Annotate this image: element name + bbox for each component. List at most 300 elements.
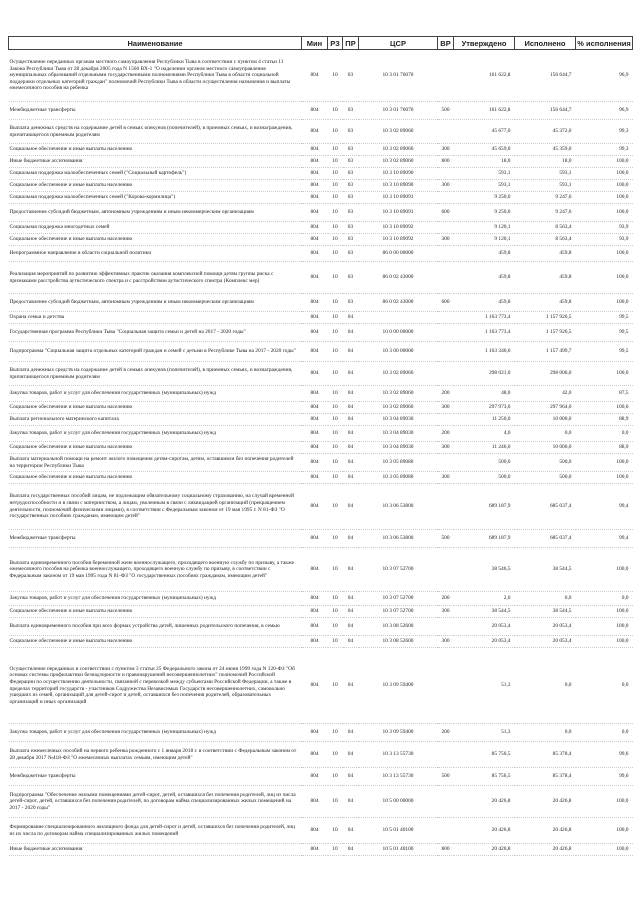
row-percent: 100,0 — [576, 606, 633, 618]
table-row — [9, 120, 633, 144]
row-executed: 20 426,8 — [515, 818, 576, 844]
table-row — [9, 204, 633, 222]
row-csr: 10 3 09 59400 — [359, 648, 438, 724]
row-pr: 03 — [343, 156, 359, 168]
row-csr: 10 0 00 00000 — [359, 324, 438, 342]
row-approved: 51,3 — [454, 724, 515, 742]
row-name: Социальное обеспечение и иные выплаты населению — [9, 442, 302, 454]
row-name: Межбюджетные трансферты — [9, 530, 302, 548]
row-percent: 96,9 — [576, 102, 633, 120]
row-vr — [438, 324, 454, 342]
table-row — [9, 294, 633, 312]
row-approved: 11 246,0 — [454, 442, 515, 454]
row-min: 804 — [302, 844, 328, 856]
table-header — [9, 37, 633, 50]
table-row — [9, 222, 633, 234]
row-executed: 38 544,5 — [515, 606, 576, 618]
row-rz: 10 — [328, 222, 343, 234]
row-approved: 2,0 — [454, 592, 515, 606]
row-pr: 04 — [343, 454, 359, 472]
row-executed: 685 037,4 — [515, 530, 576, 548]
table-row — [9, 592, 633, 606]
row-approved: 38 544,5 — [454, 606, 515, 618]
row-pr: 03 — [343, 262, 359, 294]
row-min: 804 — [302, 386, 328, 402]
row-rz: 10 — [328, 618, 343, 636]
row-name: Социальное обеспечение и иные выплаты населению — [9, 606, 302, 618]
row-percent: 100,0 — [576, 204, 633, 222]
row-name: Подпрограмма "Социальная защита отдельных категорий граждан и семей с детьми в Республике Тыва на 2017 - 2020 годы" — [9, 342, 302, 362]
row-pr: 03 — [343, 246, 359, 262]
row-executed: 500,0 — [515, 472, 576, 484]
table-row — [9, 636, 633, 648]
row-rz: 10 — [328, 120, 343, 144]
row-pr: 04 — [343, 844, 359, 856]
row-percent: 100,0 — [576, 844, 633, 856]
row-name: Выплата регионального материнского капитала — [9, 414, 302, 426]
row-percent: 100,0 — [576, 786, 633, 818]
row-name: Выплата единовременного пособия беременной жене военнослужащего, проходящего военную службу по призыву, а также ежемесячного пособия на ребенка военнослужащего, проходящего военную службу по призыву, в соответствии с Федеральным законом от 19 мая 1995 года N 81-ФЗ "О государственных пособиях гражданам, имеющим детей" — [9, 548, 302, 592]
row-approved: 298 021,0 — [454, 362, 515, 386]
table-row — [9, 386, 633, 402]
row-rz: 10 — [328, 592, 343, 606]
header-name: Наименование — [9, 37, 302, 50]
row-csr: 10 3 05 89080 — [359, 454, 438, 472]
row-min: 804 — [302, 222, 328, 234]
row-vr: 300 — [438, 636, 454, 648]
table-row — [9, 234, 633, 246]
row-rz: 10 — [328, 144, 343, 156]
row-vr — [438, 742, 454, 768]
row-percent: 99,3 — [576, 120, 633, 144]
budget-execution-table — [8, 36, 633, 856]
row-executed: 20 426,8 — [515, 844, 576, 856]
row-vr: 500 — [438, 768, 454, 786]
row-pr: 03 — [343, 204, 359, 222]
row-min: 804 — [302, 618, 328, 636]
header-percent: % исполнения — [577, 38, 631, 48]
table-row — [9, 648, 633, 724]
row-percent: 88,9 — [576, 414, 633, 426]
row-pr: 04 — [343, 342, 359, 362]
row-vr: 300 — [438, 180, 454, 192]
row-csr: 10 3 00 00000 — [359, 342, 438, 362]
row-csr: 86 0 02 43000 — [359, 294, 438, 312]
row-min: 804 — [302, 442, 328, 454]
row-name: Охрана семьи и детства — [9, 312, 302, 324]
row-approved: 45 677,0 — [454, 120, 515, 144]
row-vr — [438, 414, 454, 426]
row-rz: 10 — [328, 454, 343, 472]
row-min: 804 — [302, 548, 328, 592]
row-vr: 600 — [438, 204, 454, 222]
row-rz: 10 — [328, 204, 343, 222]
row-csr: 10 3 02 89060 — [359, 402, 438, 414]
row-rz: 10 — [328, 484, 343, 530]
row-csr: 10 3 01 76070 — [359, 102, 438, 120]
row-approved: 689 187,9 — [454, 484, 515, 530]
row-executed: 20 426,8 — [515, 786, 576, 818]
row-name: Выплата единовременного пособия при всех формах устройства детей, лишенных родительского попечения, в семью — [9, 618, 302, 636]
table-row — [9, 742, 633, 768]
header-min: Мин — [302, 37, 328, 50]
row-name: Выплата денежных средств на содержание детей в семьях опекунов (попечителей), в приемных семьях, и вознаграждения, причитающегося приемным родителям — [9, 120, 302, 144]
row-approved: 85 756,5 — [454, 768, 515, 786]
row-vr: 500 — [438, 530, 454, 548]
row-approved: 20 053,4 — [454, 636, 515, 648]
row-min: 804 — [302, 324, 328, 342]
table-row — [9, 818, 633, 844]
row-executed: 10 000,0 — [515, 414, 576, 426]
row-rz: 10 — [328, 818, 343, 844]
row-pr: 04 — [343, 426, 359, 442]
row-percent: 100,0 — [576, 192, 633, 204]
row-vr: 300 — [438, 144, 454, 156]
row-pr: 03 — [343, 234, 359, 246]
row-name: Социальное обеспечение и иные выплаты населению — [9, 636, 302, 648]
row-name: Социальное обеспечение и иные выплаты населению — [9, 180, 302, 192]
row-approved: 297 973,0 — [454, 402, 515, 414]
row-rz: 10 — [328, 262, 343, 294]
row-name: Выплата материальной помощи на ремонт жилого помещения детям-сиротам, детям, оставшимся без попечения родителей на территории Республики Тыва — [9, 454, 302, 472]
row-executed: 459,8 — [515, 262, 576, 294]
row-csr: 10 3 07 52700 — [359, 548, 438, 592]
row-approved: 1 163 773,4 — [454, 312, 515, 324]
row-min: 804 — [302, 454, 328, 472]
row-rz: 10 — [328, 294, 343, 312]
row-name: Закупка товаров, работ и услуг для обеспечения государственных (муниципальных) нужд — [9, 386, 302, 402]
row-csr: 10 3 05 89080 — [359, 472, 438, 484]
table-row — [9, 312, 633, 324]
row-min: 804 — [302, 102, 328, 120]
table-row — [9, 414, 633, 426]
table-row — [9, 786, 633, 818]
row-executed: 459,8 — [515, 294, 576, 312]
row-vr: 300 — [438, 234, 454, 246]
row-pr: 04 — [343, 442, 359, 454]
row-percent: 99,6 — [576, 768, 633, 786]
row-approved: 85 756,5 — [454, 742, 515, 768]
row-executed: 1 157 926,5 — [515, 312, 576, 324]
row-percent: 87,5 — [576, 386, 633, 402]
row-name: Межбюджетные трансферты — [9, 102, 302, 120]
row-name: Формирование специализированного жилищного фонда для детей-сирот и детей, оставшихся без попечения родителей, лиц из их числа по договорам найма специализированных жилых помещений — [9, 818, 302, 844]
row-percent: 100,0 — [576, 454, 633, 472]
row-vr — [438, 192, 454, 204]
row-executed: 0,0 — [515, 426, 576, 442]
row-pr: 03 — [343, 50, 359, 102]
row-vr: 200 — [438, 724, 454, 742]
row-min: 804 — [302, 768, 328, 786]
row-pr: 04 — [343, 548, 359, 592]
row-executed: 85 378,4 — [515, 768, 576, 786]
row-vr: 500 — [438, 102, 454, 120]
row-pr: 04 — [343, 618, 359, 636]
row-rz: 10 — [328, 234, 343, 246]
row-executed: 1 157 499,7 — [515, 342, 576, 362]
row-pr: 04 — [343, 484, 359, 530]
table-row — [9, 192, 633, 204]
row-name: Закупка товаров, работ и услуг для обеспечения государственных (муниципальных) нужд — [9, 592, 302, 606]
row-approved: 4,0 — [454, 426, 515, 442]
row-executed: 459,8 — [515, 246, 576, 262]
row-rz: 10 — [328, 402, 343, 414]
row-csr: 10 5 01 40100 — [359, 818, 438, 844]
row-vr — [438, 786, 454, 818]
budget-table-page — [8, 36, 632, 856]
table-row — [9, 530, 633, 548]
row-min: 804 — [302, 168, 328, 180]
row-vr — [438, 618, 454, 636]
table-row — [9, 402, 633, 414]
table-row — [9, 342, 633, 362]
row-min: 804 — [302, 312, 328, 324]
row-percent: 99,5 — [576, 312, 633, 324]
row-rz: 10 — [328, 606, 343, 618]
row-pr: 04 — [343, 414, 359, 426]
row-rz: 10 — [328, 192, 343, 204]
row-csr: 10 5 00 00000 — [359, 786, 438, 818]
row-csr — [359, 312, 438, 324]
row-name: Иные бюджетные ассигнования — [9, 844, 302, 856]
row-name: Подпрограмма "Обеспечение жилыми помещениями детей-сирот, детей, оставшихся без попечения родителей, лиц из числа детей-сирот, детей, оставшихся без попечения родителей, по договорам найма специализированных жилых помещений на 2017 - 2020 годы" — [9, 786, 302, 818]
row-csr: 10 3 02 89060 — [359, 156, 438, 168]
row-csr: 10 3 13 55730 — [359, 768, 438, 786]
row-approved: 161 622,8 — [454, 102, 515, 120]
row-csr: 10 3 10 89091 — [359, 192, 438, 204]
row-executed: 38 544,5 — [515, 548, 576, 592]
row-vr: 200 — [438, 592, 454, 606]
table-row — [9, 472, 633, 484]
row-percent: 100,0 — [576, 246, 633, 262]
row-vr: 800 — [438, 844, 454, 856]
row-rz: 10 — [328, 548, 343, 592]
row-min: 804 — [302, 530, 328, 548]
table-row — [9, 180, 633, 192]
row-name: Социальная поддержка малообеспеченных семей ("Корова-кормилица") — [9, 192, 302, 204]
row-approved: 9 250,0 — [454, 192, 515, 204]
row-csr: 10 3 04 89030 — [359, 414, 438, 426]
row-csr: 10 3 10 89091 — [359, 204, 438, 222]
row-min: 804 — [302, 786, 328, 818]
row-csr: 10 3 07 52700 — [359, 606, 438, 618]
row-vr — [438, 454, 454, 472]
row-csr: 10 3 02 89060 — [359, 144, 438, 156]
row-approved: 20 426,8 — [454, 786, 515, 818]
row-min: 804 — [302, 606, 328, 618]
row-approved: 51,3 — [454, 648, 515, 724]
row-csr: 10 3 02 89060 — [359, 120, 438, 144]
row-name: Предоставление субсидий бюджетным, автономным учреждениям и иным некоммерческим организациям — [9, 294, 302, 312]
row-executed: 0,0 — [515, 592, 576, 606]
row-name: Закупка товаров, работ и услуг для обеспечения государственных (муниципальных) нужд — [9, 426, 302, 442]
header-csr: ЦСР — [359, 37, 438, 50]
row-csr: 10 3 10 89090 — [359, 180, 438, 192]
row-percent: 93,9 — [576, 222, 633, 234]
row-pr: 04 — [343, 386, 359, 402]
header-row — [9, 37, 633, 50]
row-pr: 04 — [343, 472, 359, 484]
row-name: Выплата государственных пособий лицам, не подлежащим обязательному социальному страхованию, на случай временной нетрудоспособности и в связи с материнством, а лицам, уволенным в связи с ликвидацией организаций (прекращением деятельности, полномочий физическими лицами), в соответствии с Федеральным законом от 19 мая 1995 г. N 81-ФЗ "О государственных пособиях гражданам, имеющим детей" — [9, 484, 302, 530]
row-rz: 10 — [328, 426, 343, 442]
row-min: 804 — [302, 294, 328, 312]
table-row — [9, 484, 633, 530]
row-approved: 11 250,0 — [454, 414, 515, 426]
row-pr: 04 — [343, 818, 359, 844]
row-percent: 0,0 — [576, 592, 633, 606]
row-pr: 04 — [343, 362, 359, 386]
row-min: 804 — [302, 484, 328, 530]
row-executed: 10 000,0 — [515, 442, 576, 454]
row-executed: 593,1 — [515, 180, 576, 192]
row-min: 804 — [302, 426, 328, 442]
row-approved: 45 659,0 — [454, 144, 515, 156]
row-rz: 10 — [328, 530, 343, 548]
row-rz: 10 — [328, 386, 343, 402]
row-executed: 1 157 926,5 — [515, 324, 576, 342]
row-pr: 03 — [343, 102, 359, 120]
row-approved: 9 120,1 — [454, 234, 515, 246]
row-vr: 200 — [438, 386, 454, 402]
row-rz: 10 — [328, 362, 343, 386]
row-percent: 100,0 — [576, 548, 633, 592]
row-name: Социальное обеспечение и иные выплаты населению — [9, 144, 302, 156]
row-pr: 04 — [343, 592, 359, 606]
row-min: 804 — [302, 592, 328, 606]
row-pr: 04 — [343, 312, 359, 324]
row-csr: 10 3 02 89060 — [359, 362, 438, 386]
row-executed: 593,1 — [515, 168, 576, 180]
table-row — [9, 50, 633, 102]
row-executed: 156 644,7 — [515, 50, 576, 102]
row-name: Закупка товаров, работ и услуг для обеспечения государственных (муниципальных) нужд — [9, 724, 302, 742]
header-approved: Утверждено — [454, 37, 515, 50]
row-rz: 10 — [328, 324, 343, 342]
row-executed: 42,0 — [515, 386, 576, 402]
row-min: 804 — [302, 50, 328, 102]
row-vr: 600 — [438, 294, 454, 312]
row-name: Социальная поддержка многодетных семей — [9, 222, 302, 234]
row-pr: 04 — [343, 786, 359, 818]
row-rz: 10 — [328, 648, 343, 724]
row-csr: 10 3 06 53800 — [359, 530, 438, 548]
header-pr: ПР — [343, 37, 359, 50]
row-vr — [438, 120, 454, 144]
row-percent: 99,5 — [576, 324, 633, 342]
row-min: 804 — [302, 636, 328, 648]
row-approved: 459,8 — [454, 262, 515, 294]
row-rz: 10 — [328, 342, 343, 362]
row-rz: 10 — [328, 768, 343, 786]
row-csr: 10 3 01 76070 — [359, 50, 438, 102]
row-percent: 99,6 — [576, 742, 633, 768]
row-csr: 10 3 06 53800 — [359, 484, 438, 530]
row-vr — [438, 246, 454, 262]
row-csr: 10 3 10 89092 — [359, 234, 438, 246]
row-csr: 10 3 04 89030 — [359, 426, 438, 442]
row-executed: 8 563,4 — [515, 234, 576, 246]
row-percent: 99,4 — [576, 484, 633, 530]
row-min: 804 — [302, 342, 328, 362]
row-name: Государственная программа Республики Тыва "Социальная защита семьи и детей на 2017 - 2020 годы" — [9, 324, 302, 342]
row-percent: 96,9 — [576, 50, 633, 102]
row-rz: 10 — [328, 742, 343, 768]
row-pr: 03 — [343, 294, 359, 312]
row-vr: 300 — [438, 402, 454, 414]
row-name: Выплата денежных средств на содержание детей в семьях опекунов (попечителей), в приемных семьях, и вознаграждения, причитающегося приемным родителям — [9, 362, 302, 386]
row-vr — [438, 262, 454, 294]
row-approved: 500,0 — [454, 472, 515, 484]
table-row — [9, 442, 633, 454]
row-approved: 689 187,9 — [454, 530, 515, 548]
table-row — [9, 454, 633, 472]
row-min: 804 — [302, 414, 328, 426]
row-executed: 9 247,6 — [515, 204, 576, 222]
row-executed: 9 247,6 — [515, 192, 576, 204]
row-approved: 1 163 773,4 — [454, 324, 515, 342]
row-min: 804 — [302, 724, 328, 742]
row-vr — [438, 312, 454, 324]
row-vr — [438, 648, 454, 724]
table-row — [9, 768, 633, 786]
table-row — [9, 262, 633, 294]
row-csr: 10 3 10 89090 — [359, 168, 438, 180]
row-rz: 10 — [328, 312, 343, 324]
row-executed: 85 378,4 — [515, 742, 576, 768]
row-executed: 298 006,0 — [515, 362, 576, 386]
header-executed: Исполнено — [515, 37, 576, 50]
row-percent: 100,0 — [576, 402, 633, 414]
row-name: Межбюджетные трансферты — [9, 768, 302, 786]
row-vr — [438, 548, 454, 592]
row-min: 804 — [302, 204, 328, 222]
row-min: 804 — [302, 402, 328, 414]
row-vr: 800 — [438, 156, 454, 168]
row-approved: 161 622,8 — [454, 50, 515, 102]
row-pr: 04 — [343, 530, 359, 548]
table-row — [9, 606, 633, 618]
row-vr — [438, 818, 454, 844]
row-percent: 100,0 — [576, 636, 633, 648]
table-row — [9, 844, 633, 856]
row-csr: 86 0 02 43000 — [359, 262, 438, 294]
row-pr: 04 — [343, 724, 359, 742]
row-pr: 04 — [343, 742, 359, 768]
row-csr: 10 5 01 40100 — [359, 844, 438, 856]
row-executed: 8 563,4 — [515, 222, 576, 234]
row-pr: 03 — [343, 222, 359, 234]
row-csr: 10 3 13 55730 — [359, 742, 438, 768]
row-pr: 04 — [343, 606, 359, 618]
row-executed: 20 053,4 — [515, 636, 576, 648]
row-rz: 10 — [328, 636, 343, 648]
row-vr — [438, 222, 454, 234]
row-percent: 0,0 — [576, 426, 633, 442]
row-percent: 0,0 — [576, 648, 633, 724]
row-min: 804 — [302, 362, 328, 386]
row-percent: 100,0 — [576, 294, 633, 312]
row-approved: 9 120,1 — [454, 222, 515, 234]
row-vr: 300 — [438, 472, 454, 484]
row-min: 804 — [302, 180, 328, 192]
row-vr: 300 — [438, 442, 454, 454]
row-pr: 03 — [343, 192, 359, 204]
row-vr — [438, 342, 454, 362]
row-rz: 10 — [328, 50, 343, 102]
row-percent: 0,0 — [576, 724, 633, 742]
row-csr: 86 0 00 00000 — [359, 246, 438, 262]
row-rz: 10 — [328, 442, 343, 454]
